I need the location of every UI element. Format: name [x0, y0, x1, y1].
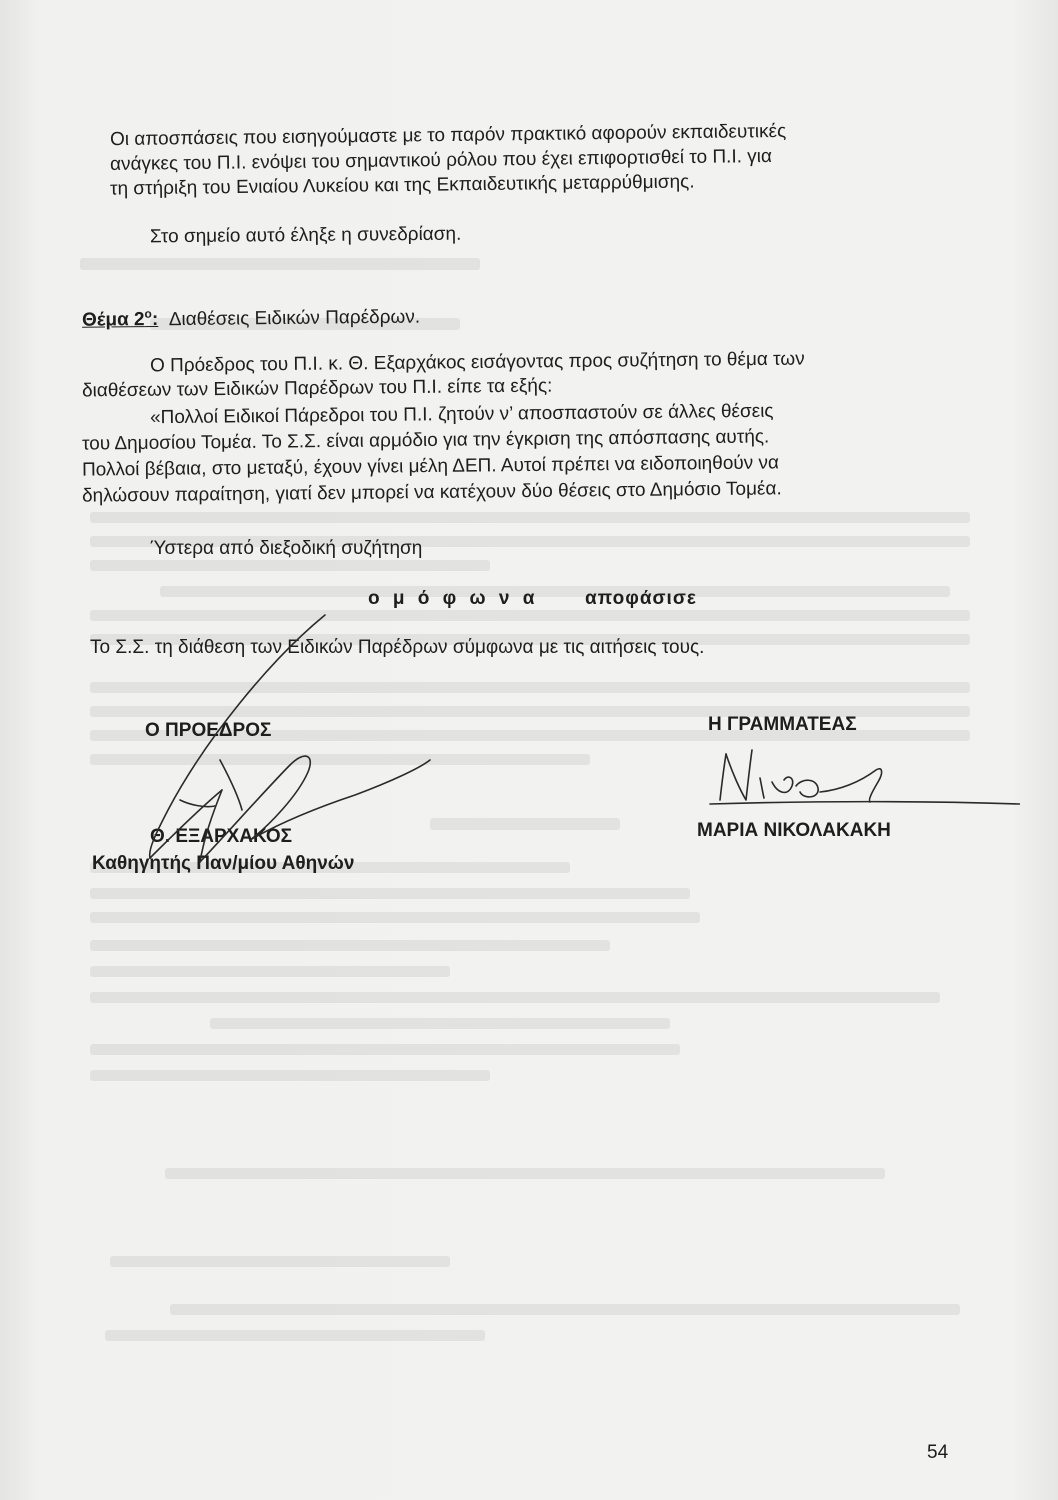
- decided-word: αποφάσισε: [584, 588, 697, 609]
- session-end-line: Στο σημείο αυτό έληξε η συνεδρίαση.: [149, 223, 462, 248]
- para2-line-1: «Πολλοί Ειδικοί Πάρεδροι του Π.Ι. ζητούν ν’ αποσπαστούν σε άλλες θέσεις: [149, 400, 774, 429]
- president-signature: [120, 600, 440, 890]
- page-number: 54: [927, 1442, 949, 1463]
- intro-line-3: τη στήριξη του Ενιαίου Λυκείου και της Εκπαιδευτικής μεταρρύθμισης.: [109, 171, 695, 200]
- intro-line-1: Οι αποσπάσεις που εισηγούμαστε με το παρόν πρακτικό αφορούν εκπαιδευτικές: [109, 120, 787, 151]
- intro-line-2: ανάγκες του Π.Ι. ενόψει του σημαντικού ρόλου που έχει επιφορτισθεί το Π.Ι. για: [109, 145, 773, 176]
- topic-title: Διαθέσεις Ειδικών Παρέδρων.: [168, 306, 421, 331]
- para1-line-1: Ο Πρόεδρος του Π.Ι. κ. Θ. Εξαρχάκος εισάγοντας προς συζήτηση το θέμα των: [149, 348, 805, 377]
- president-role: Καθηγητής Παν/μίου Αθηνών: [92, 853, 355, 874]
- president-name: Θ. ΕΞΑΡΧΑΚΟΣ: [150, 826, 293, 847]
- after-discussion-line: Ύστερα από διεξοδική συζήτηση: [150, 538, 423, 559]
- president-title: Ο ΠΡΟΕΔΡΟΣ: [145, 720, 272, 741]
- topic-label: Θέμα $2^o$:: [81, 307, 159, 332]
- secretary-name: ΜΑΡΙΑ ΝΙΚΟΛΑΚΑΚΗ: [697, 820, 891, 841]
- unanimous-word: ο μ ό φ ω ν α: [368, 588, 539, 609]
- secretary-signature: [700, 742, 1020, 822]
- decision-line: Το Σ.Σ. τη διάθεση των Ειδικών Παρέδρων σύμφωνα με τις αιτήσεις τους.: [90, 637, 705, 658]
- topic-superscript: ο: [144, 307, 152, 322]
- para2-line-2: του Δημοσίου Τομέα. Το Σ.Σ. είναι αρμόδιο για την έγκριση της απόσπασης αυτής.: [81, 426, 770, 455]
- para2-line-4: δηλώσουν παραίτηση, γιατί δεν μπορεί να κατέχουν δύο θέσεις στο Δημόσιο Τομέα.: [81, 478, 782, 507]
- secretary-title: Η ΓΡΑΜΜΑΤΕΑΣ: [708, 714, 857, 735]
- para1-line-2: διαθέσεων των Ειδικών Παρέδρων του Π.Ι. είπε τα εξής:: [81, 375, 553, 402]
- topic-colon: :: [151, 309, 159, 331]
- topic-heading: [82, 300, 420, 332]
- para2-line-3: Πολλοί βέβαια, στο μεταξύ, έχουν γίνει μέλη ΔΕΠ. Αυτοί πρέπει να ειδοποιηθούν να: [81, 452, 780, 481]
